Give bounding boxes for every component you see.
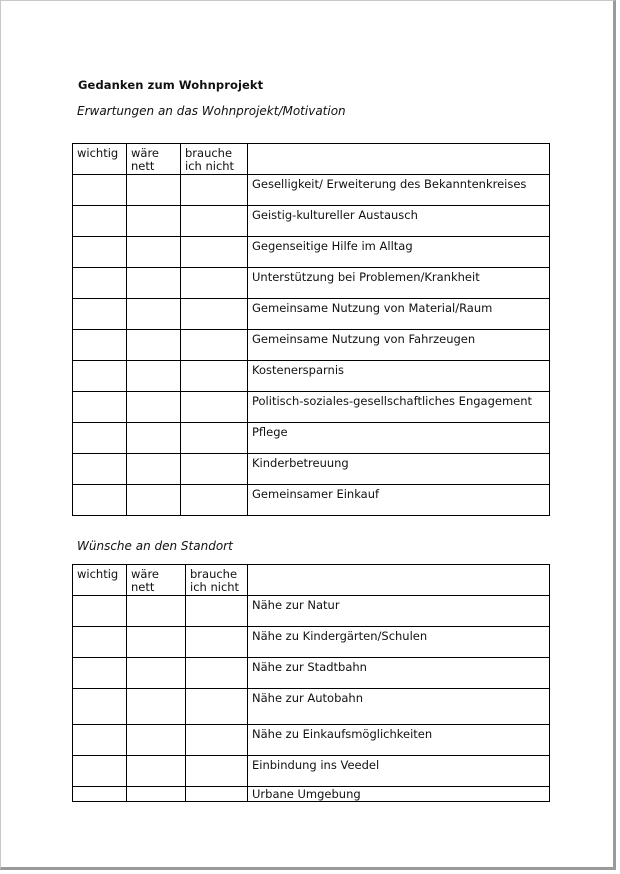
item-label: Gegenseitige Hilfe im Alltag [248, 237, 550, 268]
item-label: Unterstützung bei Problemen/Krankheit [248, 268, 550, 299]
cell-wichtig[interactable] [73, 689, 127, 725]
cell-waere-nett[interactable] [127, 237, 181, 268]
cell-waere-nett[interactable] [127, 175, 181, 206]
table-row [73, 756, 550, 787]
item-label: Pflege [248, 423, 550, 454]
cell-waere-nett[interactable] [127, 454, 181, 485]
table-row [73, 299, 550, 330]
cell-brauche-nicht[interactable] [181, 206, 248, 237]
cell-waere-nett[interactable] [127, 299, 181, 330]
cell-waere-nett[interactable] [127, 392, 181, 423]
cell-brauche-nicht[interactable] [181, 423, 248, 454]
table-row [73, 485, 550, 516]
cell-brauche-nicht[interactable] [181, 330, 248, 361]
cell-wichtig[interactable] [73, 299, 127, 330]
cell-brauche-nicht[interactable] [186, 787, 248, 802]
table-row [73, 689, 550, 725]
section-heading-expectations: Erwartungen an das Wohnprojekt/Motivation [77, 104, 346, 118]
cell-wichtig[interactable] [73, 756, 127, 787]
section-heading-location: Wünsche an den Standort [77, 539, 233, 553]
cell-brauche-nicht[interactable] [186, 658, 248, 689]
document-title: Gedanken zum Wohnprojekt [78, 78, 264, 92]
cell-wichtig[interactable] [73, 330, 127, 361]
cell-waere-nett[interactable] [127, 361, 181, 392]
cell-wichtig[interactable] [73, 361, 127, 392]
table-row [73, 361, 550, 392]
cell-brauche-nicht[interactable] [181, 485, 248, 516]
header-wichtig: wichtig [73, 565, 127, 596]
table-header-row [73, 144, 550, 175]
cell-waere-nett[interactable] [127, 627, 186, 658]
cell-wichtig[interactable] [73, 485, 127, 516]
item-label: Einbindung ins Veedel [248, 756, 550, 787]
cell-waere-nett[interactable] [127, 268, 181, 299]
header-waere-nett: wäre nett [127, 144, 181, 175]
item-label: Urbane Umgebung [248, 787, 550, 802]
item-label: Nähe zur Stadtbahn [248, 658, 550, 689]
cell-waere-nett[interactable] [127, 423, 181, 454]
item-label: Gemeinsamer Einkauf [248, 485, 550, 516]
location-table [72, 564, 550, 802]
item-label: Nähe zur Autobahn [248, 689, 550, 725]
table-row [73, 330, 550, 361]
cell-brauche-nicht[interactable] [186, 596, 248, 627]
cell-waere-nett[interactable] [127, 485, 181, 516]
header-brauche-ich-nicht: brauche ich nicht [186, 565, 248, 596]
header-wichtig: wichtig [73, 144, 127, 175]
table-row [73, 423, 550, 454]
cell-brauche-nicht[interactable] [186, 756, 248, 787]
header-brauche-ich-nicht: brauche ich nicht [181, 144, 248, 175]
item-label: Nähe zu Einkaufsmöglichkeiten [248, 725, 550, 756]
cell-wichtig[interactable] [73, 627, 127, 658]
cell-wichtig[interactable] [73, 392, 127, 423]
item-label: Gemeinsame Nutzung von Fahrzeugen [248, 330, 550, 361]
cell-wichtig[interactable] [73, 725, 127, 756]
item-label: Kostenersparnis [248, 361, 550, 392]
table-row [73, 268, 550, 299]
item-label: Nähe zu Kindergärten/Schulen [248, 627, 550, 658]
table-row [73, 175, 550, 206]
cell-brauche-nicht[interactable] [186, 725, 248, 756]
item-label: Nähe zur Natur [248, 596, 550, 627]
cell-wichtig[interactable] [73, 454, 127, 485]
cell-wichtig[interactable] [73, 175, 127, 206]
item-label: Geistig-kultureller Austausch [248, 206, 550, 237]
table-row [73, 454, 550, 485]
table-header-row [73, 565, 550, 596]
table-row [73, 725, 550, 756]
table-row [73, 787, 550, 802]
table-row [73, 596, 550, 627]
cell-brauche-nicht[interactable] [181, 361, 248, 392]
header-item [248, 144, 550, 175]
cell-waere-nett[interactable] [127, 689, 186, 725]
table-row [73, 627, 550, 658]
cell-wichtig[interactable] [73, 423, 127, 454]
table-row [73, 658, 550, 689]
table-row [73, 237, 550, 268]
cell-wichtig[interactable] [73, 237, 127, 268]
cell-waere-nett[interactable] [127, 725, 186, 756]
cell-wichtig[interactable] [73, 596, 127, 627]
cell-waere-nett[interactable] [127, 206, 181, 237]
item-label: Gemeinsame Nutzung von Material/Raum [248, 299, 550, 330]
cell-waere-nett[interactable] [127, 658, 186, 689]
cell-wichtig[interactable] [73, 787, 127, 802]
cell-waere-nett[interactable] [127, 756, 186, 787]
cell-wichtig[interactable] [73, 268, 127, 299]
cell-brauche-nicht[interactable] [181, 175, 248, 206]
table-row [73, 206, 550, 237]
cell-brauche-nicht[interactable] [181, 268, 248, 299]
cell-brauche-nicht[interactable] [186, 627, 248, 658]
expectations-table [72, 143, 550, 516]
cell-waere-nett[interactable] [127, 596, 186, 627]
cell-brauche-nicht[interactable] [181, 392, 248, 423]
cell-brauche-nicht[interactable] [181, 454, 248, 485]
cell-wichtig[interactable] [73, 206, 127, 237]
cell-waere-nett[interactable] [127, 330, 181, 361]
item-label: Geselligkeit/ Erweiterung des Bekanntenkreises [248, 175, 550, 206]
header-item [248, 565, 550, 596]
item-label: Kinderbetreuung [248, 454, 550, 485]
item-label: Politisch-soziales-gesellschaftliches Engagement [248, 392, 550, 423]
cell-waere-nett[interactable] [127, 787, 186, 802]
cell-wichtig[interactable] [73, 658, 127, 689]
cell-brauche-nicht[interactable] [186, 689, 248, 725]
cell-brauche-nicht[interactable] [181, 237, 248, 268]
header-waere-nett: wäre nett [127, 565, 186, 596]
cell-brauche-nicht[interactable] [181, 299, 248, 330]
table-row [73, 392, 550, 423]
